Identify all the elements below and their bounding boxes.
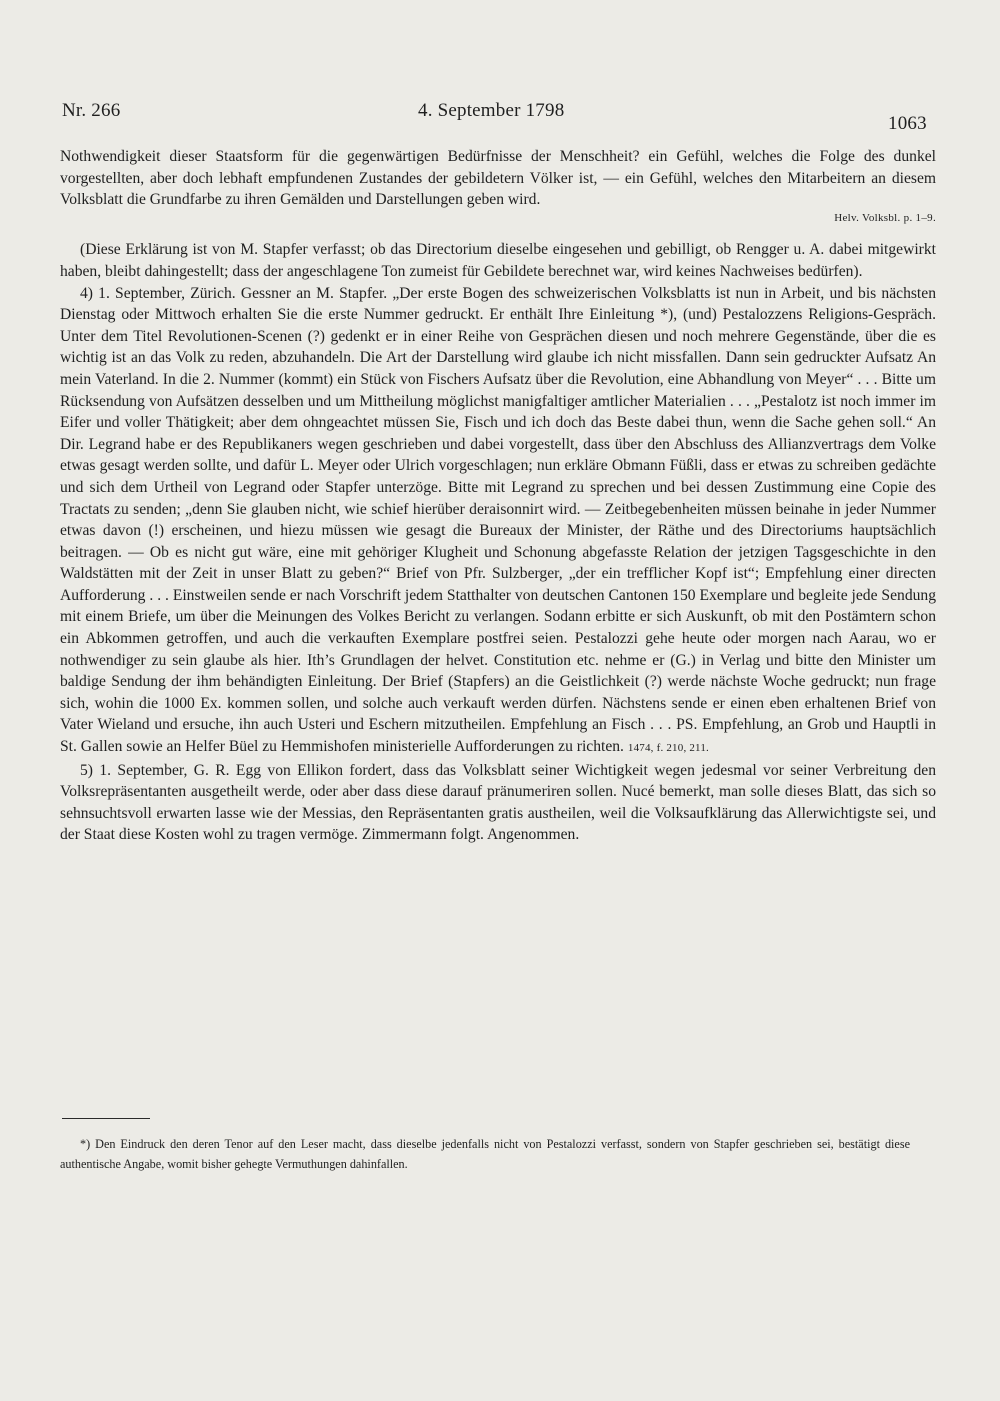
paragraph-3 xyxy=(60,283,936,760)
footnote: *) Den Eindruck den deren Tenor auf den Leser macht, dass dieselbe jedenfalls nicht von Pestalozzi verfasst, sondern von Stapfer geschrieben sei, bestätigt diese authentische Angabe, womit bisher gehegte Vermuthungen dahinfallen. xyxy=(60,1137,910,1171)
header-date: 4. September 1798 xyxy=(418,100,565,121)
paragraph-3-text: 4) 1. September, Zürich. Gessner an M. Stapfer. „Der erste Bogen des schweizerischen Volksblatts ist nun in Arbeit, und bis nächsten Dienstag oder Mittwoch erhalten Sie die erste Nummer gedruckt. Er enthält Ihre Einleitung *), (und) Pestalozzens Religions-Gespräch. Unter dem Titel Revolutionen-Scenen (?) gedenkt er in einer Reihe von Gesprächen diesen und noch mehrere Gegenstände, über die es wichtig ist an das Volk zu reden, abzuhandeln. Die Art der Darstellung wird glaube ich nicht missfallen. Dann sein gedruckter Aufsatz An mein Vaterland. In die 2. Nummer (kommt) ein Stück von Fischers Aufsatz über die Revolution, eine Abhandlung von Meyer“ . . . Bitte um Rücksendung von Aufsätzen desselben und um Mittheilung möglichst manigfaltiger amtlicher Materialien . . . „Pestalotz ist noch immer im Eifer und voller Thätigkeit; aber dem ohngeachtet müssen Sie, Fisch und ich doch das Beste dabei thun, wenn die Sache gehen soll.“ An Dir. Legrand habe er des Republikaners wegen geschrieben und dabei vorgestellt, dass über den Abschluss des Allianzvertrags dem Volke etwas gesagt werden sollte, und dafür L. Meyer oder Ulrich vorgeschlagen; nun erkläre Obmann Füßli, dass er etwas zu schreiben gedächte und sich dem Urtheil von Legrand oder Stapfer unterzöge. Bitte mit Legrand zu sprechen und bei dessen Zustimmung eine Copie des Tractats zu senden; „denn Sie glauben nicht, wie schief hierüber deraisonnirt wird. — Zeitbegebenheiten müssen beinahe in jeder Nummer etwas davon (!) erscheinen, und hiezu müssen wie gesagt die Bureaux der Minister, der Räthe und des Directoriums hauptsächlich beitragen. — Ob es nicht gut wäre, eine mit gehöriger Klugheit und Schonung abgefasste Relation der jetzigen Tagsgeschichte in den Waldstätten mit der Zeit in unser Blatt zu geben?“ Brief von Pfr. Sulzberger, „der ein trefflicher Kopf ist“; Empfehlung einer directen Aufforderung . . . Einstweilen sende er nach Vorschrift jedem Statthalter von deutschen Cantonen 150 Exemplare und begleite jede Sendung mit einem Briefe, um über die Meinungen des Volkes Bericht zu verlangen. Sodann erbitte er sich Auskunft, ob mit den Postämtern schon ein Abkommen getroffen, und auch die verkauften Exemplare postfrei seien. Pestalozzi gehe heute oder morgen nach Aarau, wo er nothwendiger zu sein glaube als hier. Ith’s Grundlagen der helvet. Constitution etc. nehme er (G.) in Verlag und bitte den Minister um baldige Sendung der ihm behändigten Einleitung. Der Brief (Stapfers) an die Geistlichkeit (?) werde nächste Woche gedruckt; nun frage sich, wohin die 1000 Ex. kommen sollen, und solche auch verkauft werden dürfen. Nächstens sende er einen eben erhaltenen Brief von Vater Wieland und ersuche, ihn auch Usteri und Eschern mitzutheilen. Empfehlung an Fisch . . . PS. Empfehlung, an Grob und Hauptli in St. Gallen sowie an Helfer Büel zu Hemmishofen ministerielle Aufforderungen zu richten. xyxy=(60,284,936,756)
main-text xyxy=(60,146,936,846)
entry-number: Nr. 266 xyxy=(62,100,121,121)
paragraph-1: Nothwendigkeit dieser Staatsform für die gegenwärtigen Bedürfnisse der Menschheit? ein Gefühl, welches die Folge des dunkel vorgestellten, aber doch lebhaft empfundenen Zustandes der gebildetern Völker ist, — ein Gefühl, welches den Mitarbeitern an diesem Volksblatt die Grundfarbe zu ihren Gemälden und Darstellungen geben wird. xyxy=(60,148,936,209)
source-citation-1: Helv. Volksbl. p. 1–9. xyxy=(834,211,936,224)
paragraph-2: (Diese Erklärung ist von M. Stapfer verfasst; ob das Directorium dieselbe eingesehen und gebilligt, ob Rengger u. A. dabei mitgewirkt haben, bleibt dahingestellt; dass der angeschlagene Ton zumeist für Gebildete berechnet war, wird keines Nachweises bedürfen). xyxy=(60,241,936,280)
page-number: 1063 xyxy=(888,113,927,134)
paragraph-4: 5) 1. September, G. R. Egg von Ellikon fordert, dass das Volksblatt seiner Wichtigkeit wegen jedesmal vor seiner Verbreitung den Volksrepräsentanten ausgetheilt werde, oder aber dass diese darauf pränumeriren sollen. Nucé bemerkt, man solle dieses Blatt, das sich so sehnsuchtsvoll erwarten lasse wie der Messias, den Repräsentanten gratis austheilen, weil die Volksaufklärung das Allerwichtigste sei, und der Staat diese Kosten wohl zu tragen vermöge. Zimmermann folgt. Angenommen. xyxy=(60,761,936,844)
footnote-divider xyxy=(62,1118,150,1119)
source-citation-2: 1474, f. 210, 211. xyxy=(627,742,709,755)
